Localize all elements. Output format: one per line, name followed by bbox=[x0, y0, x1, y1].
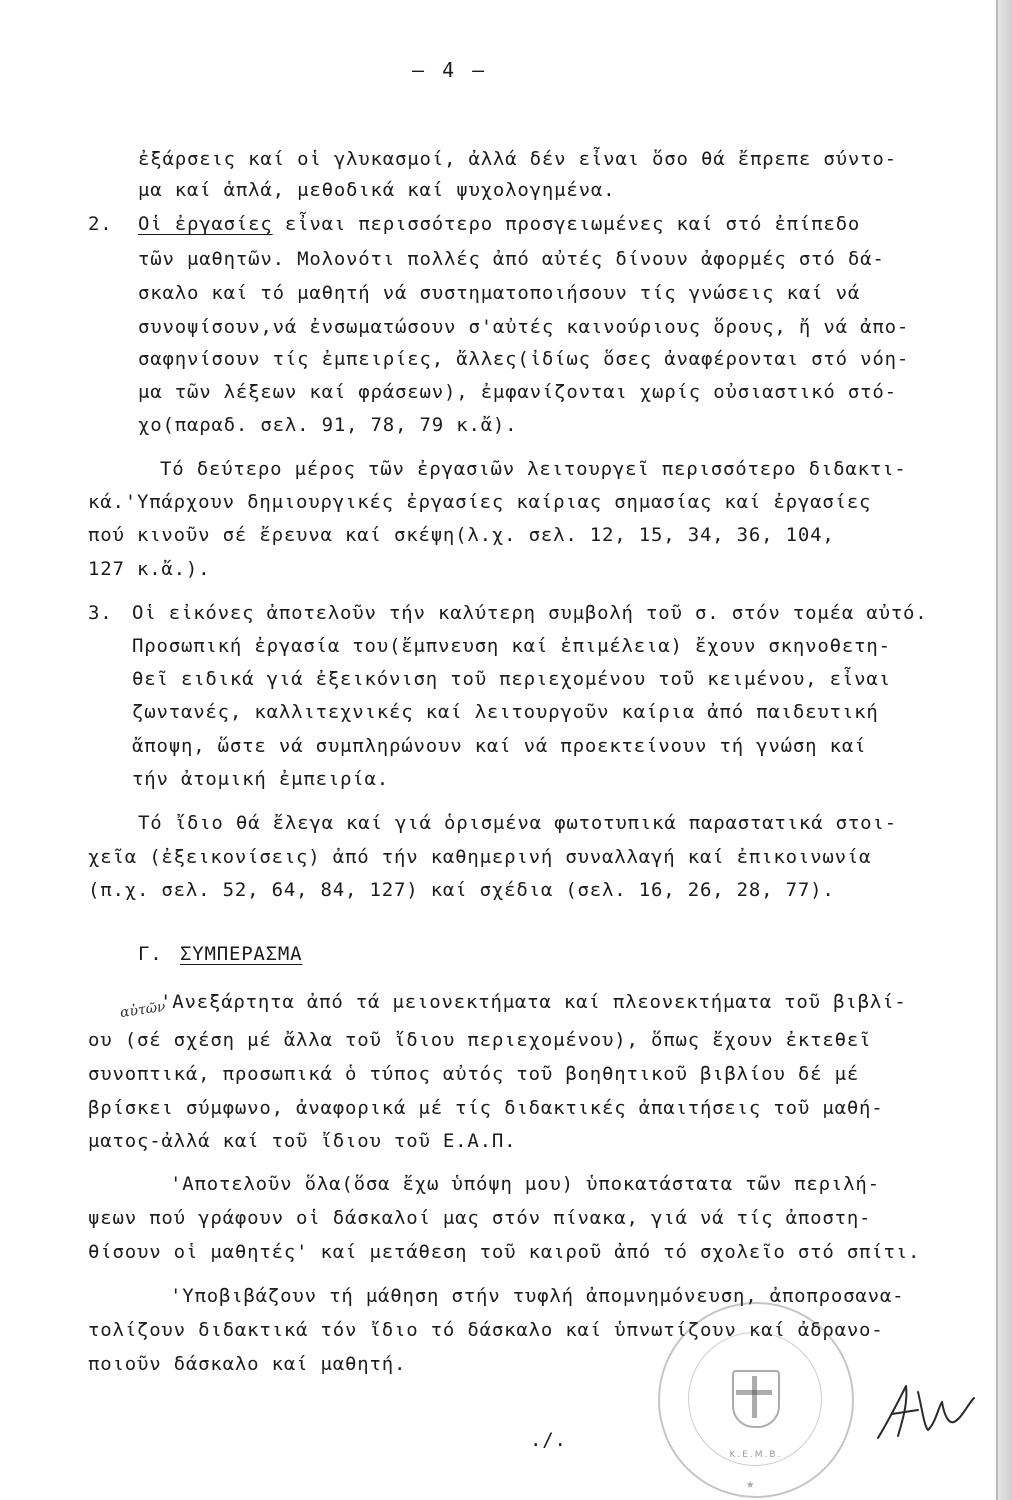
text-line: θεῖ ειδικά γιά ἐξεικόνιση τοῦ περιεχομένου τοῦ κειμένου, εἶναι bbox=[132, 668, 891, 690]
text-line: τολίζουν διδακτικά τόν ἴδιο τό δάσκαλο καί ὑπνωτίζουν καί ἀδρανο- bbox=[88, 1319, 884, 1341]
text-line: Τό ἴδιο θά ἔλεγα καί γιά ὁρισμένα φωτοτυπικά παραστατικά στοι- bbox=[138, 812, 897, 834]
scan-edge bbox=[996, 0, 1012, 1500]
text-line: χεῖα (ἐξεικονίσεις) ἀπό τήν καθημερινή συναλλαγή καί ἐπικοινωνία bbox=[88, 846, 872, 868]
stamp-label: Κ.Ε.Μ.Β. bbox=[729, 1450, 783, 1460]
official-stamp bbox=[658, 1302, 854, 1498]
text-line: συνοπτικά, προσωπικά ὁ τύπος αὐτός τοῦ βοηθητικοῦ βιβλίου δέ μέ bbox=[88, 1063, 860, 1085]
text-line: 127 κ.ἄ.). bbox=[88, 558, 211, 580]
text-line: σαφηνίσουν τίς ἐμπειρίες, ἄλλες(ἰδίως ὅσες ἀναφέρονται στό νόη- bbox=[138, 348, 910, 370]
text-line bbox=[138, 212, 860, 236]
text-line: βρίσκει σύμφωνο, ἀναφορικά μέ τίς διδακτικές ἀπαιτήσεις τοῦ μαθή- bbox=[88, 1097, 884, 1119]
text-line: τήν ἀτομική ἐμπειρία. bbox=[132, 768, 390, 790]
text-line: 'Ανεξάρτητα ἀπό τά μειονεκτήματα καί πλεονεκτήματα τοῦ βιβλί- bbox=[160, 991, 907, 1013]
text-line: Τό δεύτερο μέρος τῶν ἐργασιῶν λειτουργεῖ περισσότερο διδακτι- bbox=[160, 458, 907, 480]
signature bbox=[872, 1378, 982, 1448]
text-line: ποιοῦν δάσκαλο καί μαθητή. bbox=[88, 1353, 407, 1375]
star-icon: ★ bbox=[746, 1476, 755, 1492]
text-line: μα τῶν λέξεων καί φράσεων), ἐμφανίζονται χωρίς οὐσιαστικό στό- bbox=[138, 381, 897, 403]
list-number: 2. bbox=[88, 213, 113, 235]
text-line: ζωντανές, καλλιτεχνικές καί λειτουργοῦν καίρια ἀπό παιδευτική bbox=[132, 701, 879, 723]
section-heading: ΣΥΜΠΕΡΑΣΜΑ bbox=[180, 943, 303, 965]
text-line: 'Υποβιβάζουν τή μάθηση στήν τυφλή ἀπομνημόνευση, ἀποπροσανα- bbox=[170, 1285, 905, 1307]
text-line: ματος-ἀλλά καί τοῦ ἴδιου τοῦ Ε.Α.Π. bbox=[88, 1130, 517, 1152]
text-line: κά.'Υπάρχουν δημιουργικές ἐργασίες καίριας σημασίας καί ἐργασίες bbox=[88, 491, 872, 513]
handwritten-insertion: αὐτῶν bbox=[119, 998, 167, 1022]
text-line: Προσωπική ἐργασία του(ἔμπνευση καί ἐπιμέλεια) ἔχουν σκηνοθετη- bbox=[132, 635, 891, 657]
text-line: Οἱ εἰκόνες ἀποτελοῦν τήν καλύτερη συμβολή τοῦ σ. στόν τομέα αὐτό. bbox=[132, 602, 928, 624]
text-line: 'Αποτελοῦν ὅλα(ὅσα ἔχω ὑπόψη μου) ὑποκατάστατα τῶν περιλή- bbox=[170, 1173, 880, 1195]
text-line: ψεων πού γράφουν οἱ δάσκαλοί μας στόν πίνακα, γιά νά τίς ἀποστη- bbox=[88, 1207, 872, 1229]
text-line: μα καί ἁπλά, μεθοδικά καί ψυχολογημένα. bbox=[138, 179, 616, 201]
underlined-heading: Οἱ ἐργασίες bbox=[138, 213, 273, 235]
section-letter: Γ. bbox=[138, 943, 163, 965]
text-line: χο(παραδ. σελ. 91, 78, 79 κ.ἄ). bbox=[138, 414, 518, 436]
text-line: σκαλο καί τό μαθητή νά συστηματοποιήσουν τίς γνώσεις καί νά bbox=[138, 282, 861, 304]
text-line: (π.χ. σελ. 52, 64, 84, 127) καί σχέδια (σελ. 16, 26, 28, 77). bbox=[88, 879, 835, 901]
text-line: συνοψίσουν,νά ἐνσωματώσουν σ'αὐτές καινούριους ὅρους, ἤ νά ἀπο- bbox=[138, 316, 910, 338]
text-line: πού κινοῦν σέ ἔρευνα καί σκέψη(λ.χ. σελ. 12, 15, 34, 36, 104, bbox=[88, 524, 835, 546]
text-line: θίσουν οἱ μαθητές' καί μετάθεση τοῦ καιροῦ ἀπό τό σχολεῖο στό σπίτι. bbox=[88, 1241, 921, 1263]
text-line: ου (σέ σχέση μέ ἄλλα τοῦ ἴδιου περιεχομένου), ὅπως ἔχουν ἐκτεθεῖ bbox=[88, 1029, 872, 1051]
page-number: — 4 — bbox=[412, 58, 488, 82]
list-number: 3. bbox=[88, 602, 113, 624]
text-line: ἄποψη, ὥστε νά συμπληρώνουν καί νά προεκτείνουν τή γνώση καί bbox=[132, 735, 867, 757]
text-line: ἐξάρσεις καί οἱ γλυκασμοί, ἀλλά δέν εἶναι ὅσο θά ἔπρεπε σύντο- bbox=[138, 148, 897, 170]
text-line: τῶν μαθητῶν. Μολονότι πολλές ἀπό αὐτές δίνουν ἀφορμές στό δά- bbox=[138, 248, 885, 270]
text-fragment: εἶναι περισσότερο προσγειωμένες καί στό ἐπίπεδο bbox=[272, 213, 861, 235]
continuation-mark: ./. bbox=[530, 1429, 567, 1451]
cross-icon bbox=[736, 1390, 772, 1395]
cross-icon bbox=[752, 1376, 757, 1418]
